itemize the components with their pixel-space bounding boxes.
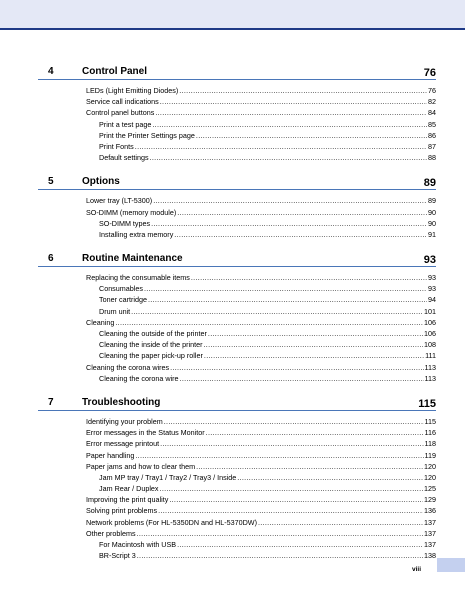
toc-entry-page: 88 (428, 153, 436, 163)
toc-entry-title: Error messages in the Status Monitor (86, 428, 205, 438)
toc-entry-title: Identifying your problem (86, 416, 163, 426)
toc-entry-title: Cleaning the outside of the printer (99, 329, 207, 338)
toc-entry-page: 113 (424, 362, 436, 372)
toc-entry-page: 116 (424, 428, 436, 438)
toc-entry[interactable] (38, 96, 436, 107)
toc-entry-page: 108 (424, 340, 436, 350)
dot-leader (151, 218, 427, 229)
toc-entry[interactable] (38, 461, 436, 472)
dot-leader (148, 294, 427, 305)
dot-leader (160, 438, 423, 449)
dot-leader (135, 450, 423, 461)
toc-entry-title: Service call indications (86, 97, 159, 107)
toc-entry-page: 84 (428, 108, 436, 118)
toc-entry-page: 136 (424, 506, 436, 516)
toc-entry-title: Lower tray (LT-5300) (86, 196, 153, 206)
toc-entry[interactable] (38, 494, 436, 505)
chapter-page-number: 89 (423, 177, 436, 190)
dot-leader (144, 283, 427, 294)
toc-entry-page: 125 (424, 484, 436, 494)
toc-entry-page: 76 (428, 86, 436, 95)
dot-leader (153, 195, 427, 206)
dot-leader (115, 317, 423, 328)
dot-leader (137, 528, 423, 539)
dot-leader (131, 306, 423, 317)
toc-entry-title: Print a test page (99, 119, 152, 129)
toc-entry-title: Print Fonts (99, 141, 134, 151)
toc-entry[interactable] (38, 528, 436, 539)
toc-entry-title: Print the Printer Settings page (99, 130, 195, 140)
dot-leader (196, 130, 427, 141)
chapter-title: Routine Maintenance (82, 253, 183, 265)
toc-entry[interactable] (38, 450, 436, 461)
toc-entry[interactable] (38, 350, 436, 361)
toc-entry[interactable] (38, 195, 436, 206)
chapter-title: Troubleshooting (82, 396, 161, 408)
toc-entry-title: Consumables (99, 284, 143, 294)
toc-entry-title: Cleaning the paper pick-up roller (99, 351, 203, 361)
toc-entry-title: Replacing the consumable items (86, 273, 190, 283)
toc-entry[interactable] (38, 85, 436, 96)
toc-entry-title: Jam MP tray / Tray1 / Tray2 / Tray3 / Inside (99, 472, 237, 482)
dot-leader (164, 416, 424, 427)
toc-entry[interactable] (38, 119, 436, 130)
toc-entry-page: 115 (424, 416, 436, 426)
toc-entry-page: 120 (424, 472, 436, 482)
toc-entry[interactable] (38, 517, 436, 528)
chapter-number: 7 (48, 396, 54, 408)
toc-entry-page: 101 (424, 306, 436, 316)
dot-leader (169, 494, 423, 505)
chapter-title: Options (82, 176, 120, 188)
toc-entry-page: 90 (428, 218, 436, 228)
toc-entry-page: 90 (428, 207, 436, 217)
toc-entry-title: Cleaning the inside of the printer (99, 340, 203, 350)
toc-entry-title: Network problems (For HL-5350DN and HL-5370DW) (86, 517, 257, 527)
toc-entry-title: Other problems (86, 528, 136, 538)
toc-entry-page: 93 (428, 284, 436, 294)
header-band (0, 0, 465, 28)
dot-leader (237, 472, 423, 483)
chapter-page-number: 93 (423, 254, 436, 267)
chapter-number: 6 (48, 253, 54, 265)
toc-entry[interactable] (38, 483, 436, 494)
toc-entry-title: SO-DIMM (memory module) (86, 207, 177, 217)
toc-entry-page: 85 (428, 119, 436, 129)
chapter-number: 4 (48, 66, 54, 77)
toc-entry[interactable] (38, 362, 436, 373)
toc-entry-title: Solving print problems (86, 506, 158, 516)
toc-entry-page: 113 (424, 373, 436, 383)
footer-page-number: viii (412, 566, 422, 573)
toc-entry-title: Installing extra memory (99, 229, 174, 239)
toc-entry-title: BR-Script 3 (99, 551, 136, 561)
toc-entry-list (38, 411, 436, 561)
toc-entry-page: 119 (424, 450, 436, 460)
toc-entry-title: Control panel buttons (86, 108, 155, 118)
toc-entry-page: 137 (424, 528, 436, 538)
table-of-contents (38, 62, 436, 570)
toc-entry-title: Paper jams and how to clear them (86, 461, 196, 471)
chapter-number: 5 (48, 176, 54, 188)
toc-entry-title: LEDs (Light Emitting Diodes) (86, 86, 179, 95)
chapter-title: Control Panel (82, 66, 148, 77)
toc-entry-title: Cleaning (86, 317, 115, 327)
toc-entry-page: 89 (428, 196, 436, 206)
toc-entry-page: 93 (428, 273, 436, 283)
toc-entry-title: Cleaning the corona wire (99, 373, 179, 383)
toc-entry-title: Jam Rear / Duplex (99, 484, 159, 494)
toc-entry[interactable] (38, 427, 436, 438)
toc-entry[interactable] (38, 373, 436, 384)
toc-entry-title: Drum unit (99, 306, 131, 316)
toc-entry-title: For Macintosh with USB (99, 540, 177, 549)
dot-leader (204, 350, 424, 361)
toc-entry-page: 106 (424, 329, 436, 338)
dot-leader (208, 328, 423, 339)
dot-leader (158, 505, 423, 516)
dot-leader (155, 107, 427, 118)
toc-entry-title: Error message printout (86, 439, 160, 449)
toc-entry-list (38, 267, 436, 384)
toc-entry-page: 137 (424, 540, 436, 549)
dot-leader (160, 483, 423, 494)
toc-entry-page: 120 (424, 461, 436, 471)
dot-leader (204, 339, 424, 350)
toc-entry[interactable] (38, 294, 436, 305)
toc-entry-list (38, 190, 436, 240)
toc-entry[interactable] (38, 229, 436, 240)
dot-leader (196, 461, 423, 472)
toc-entry-title: Improving the print quality (86, 495, 169, 505)
chapter-page-number: 115 (418, 397, 436, 410)
toc-entry-page: 129 (424, 495, 436, 505)
toc-entry[interactable] (38, 438, 436, 449)
toc-entry[interactable] (38, 218, 436, 229)
toc-entry[interactable] (38, 152, 436, 163)
toc-entry[interactable] (38, 283, 436, 294)
toc-entry-page: 86 (428, 130, 436, 140)
dot-leader (150, 152, 427, 163)
toc-entry[interactable] (38, 339, 436, 350)
dot-leader (160, 96, 427, 107)
dot-leader (258, 517, 423, 528)
toc-entry-page: 94 (428, 295, 436, 305)
dot-leader (206, 427, 424, 438)
chapter-section (38, 393, 436, 561)
toc-entry[interactable] (38, 539, 436, 550)
toc-entry-page: 137 (424, 517, 436, 527)
toc-entry-title: SO-DIMM types (99, 218, 151, 228)
toc-entry-title: Cleaning the corona wires (86, 362, 170, 372)
toc-entry-list (38, 80, 436, 163)
dot-leader (191, 272, 427, 283)
toc-entry-page: 106 (424, 317, 436, 327)
toc-entry[interactable] (38, 472, 436, 483)
toc-entry-page: 87 (428, 141, 436, 151)
dot-leader (135, 141, 427, 152)
toc-entry-title: Default settings (99, 153, 149, 163)
toc-entry[interactable] (38, 317, 436, 328)
chapter-heading[interactable] (38, 172, 436, 190)
dot-leader (170, 362, 423, 373)
toc-entry[interactable] (38, 130, 436, 141)
toc-entry[interactable] (38, 505, 436, 516)
chapter-heading[interactable] (38, 62, 436, 80)
chapter-section (38, 62, 436, 163)
toc-entry-title: Paper handling (86, 450, 135, 460)
dot-leader (180, 373, 424, 384)
toc-entry-page: 111 (425, 351, 436, 361)
dot-leader (137, 550, 423, 561)
toc-entry[interactable] (38, 141, 436, 152)
chapter-section (38, 172, 436, 240)
toc-entry[interactable] (38, 550, 436, 561)
dot-leader (179, 85, 427, 96)
chapter-section (38, 249, 436, 384)
dot-leader (177, 539, 423, 550)
toc-entry[interactable] (38, 416, 436, 427)
header-rule (0, 28, 465, 30)
toc-entry[interactable] (38, 328, 436, 339)
toc-entry-title: Toner cartridge (99, 295, 147, 305)
chapter-heading[interactable] (38, 393, 436, 411)
toc-entry[interactable] (38, 306, 436, 317)
toc-entry[interactable] (38, 272, 436, 283)
chapter-heading[interactable] (38, 249, 436, 267)
chapter-page-number: 76 (423, 67, 436, 79)
toc-entry[interactable] (38, 107, 436, 118)
toc-entry-page: 91 (428, 229, 436, 239)
toc-entry-page: 82 (428, 97, 436, 107)
dot-leader (174, 229, 427, 240)
dot-leader (152, 119, 427, 130)
footer-tab (437, 558, 465, 572)
toc-entry[interactable] (38, 207, 436, 218)
toc-entry-page: 118 (424, 439, 436, 449)
dot-leader (177, 207, 427, 218)
toc-entry-page: 138 (424, 551, 436, 561)
